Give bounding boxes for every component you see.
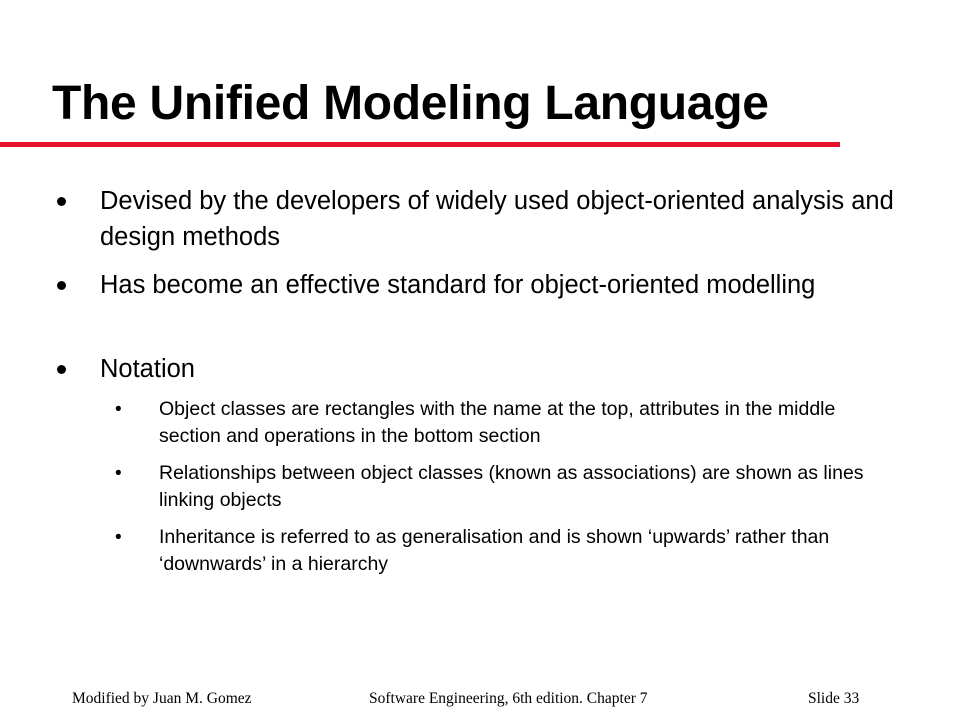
bullet-text: Notation: [100, 355, 195, 383]
footer-book: Software Engineering, 6th edition. Chapter 7: [369, 690, 648, 707]
sub-bullet-item: [115, 460, 889, 514]
sub-bullet-item: [115, 524, 889, 578]
sub-bullet-dot-icon: •: [115, 399, 122, 420]
bullet-dot-icon: [57, 365, 66, 374]
bullet-item: [100, 351, 920, 387]
slide-title: The Unified Modeling Language: [52, 77, 769, 130]
sub-bullet-text: Inheritance is referred to as generalisation and is shown ‘upwards’ rather than ‘downwards’ in a hierarchy: [159, 526, 830, 575]
sub-bullet-item: [115, 396, 889, 450]
sub-bullet-dot-icon: •: [115, 463, 122, 484]
footer-slide-number: Slide 33: [808, 690, 860, 707]
sub-bullet-text: Object classes are rectangles with the name at the top, attributes in the middle section and operations in the bottom section: [159, 398, 836, 447]
bullet-text: Has become an effective standard for object-oriented modelling: [100, 271, 816, 299]
bullet-item: [100, 267, 920, 303]
bullet-dot-icon: [57, 281, 66, 290]
sub-bullet-text: Relationships between object classes (known as associations) are shown as lines linking objects: [159, 462, 864, 511]
footer-author: Modified by Juan M. Gomez: [72, 690, 252, 707]
title-underline: [0, 142, 840, 147]
bullet-item: [100, 183, 920, 255]
bullet-dot-icon: [57, 197, 66, 206]
bullet-text: Devised by the developers of widely used object-oriented analysis and design methods: [100, 187, 894, 251]
sub-bullet-dot-icon: •: [115, 527, 122, 548]
